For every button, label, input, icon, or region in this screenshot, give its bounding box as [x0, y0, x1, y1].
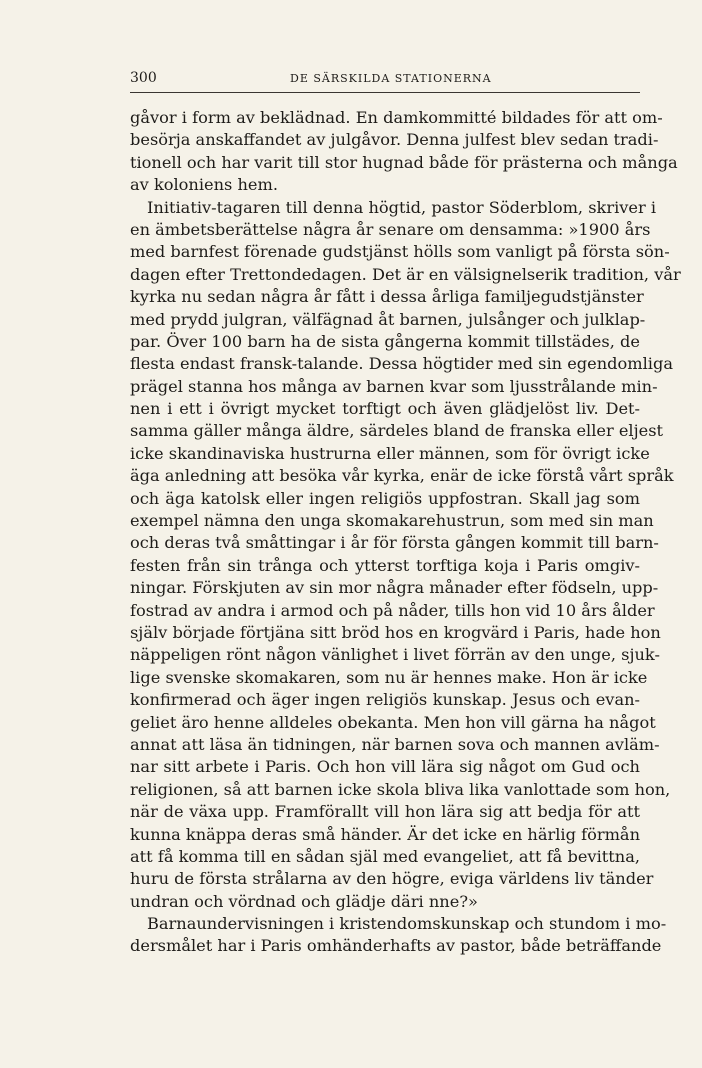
text-line: icke skandinaviska hustrurna eller männen, som för övrigt icke [130, 443, 650, 463]
text-line: gåvor i form av beklädnad. En damkommitté bildades för att om- [130, 108, 663, 127]
page-header [130, 68, 640, 93]
text-line: besörja anskaffandet av julgåvor. Denna julfest blev sedan tradi- [130, 130, 659, 150]
text-line: flesta endast fransk-talande. Dessa högtider med sin egendomliga [130, 354, 673, 374]
text-line: par. Över 100 barn ha de sista gångerna kommit tillstädes, de [130, 331, 640, 351]
text-line: festen från sin trånga och ytterst torftiga koja i Paris omgiv- [130, 555, 640, 575]
text-line: annat att läsa än tidningen, när barnen sova och mannen avläm- [130, 734, 660, 754]
text-line: huru de första strålarna av den högre, eviga världens liv tänder [130, 869, 654, 889]
text-line: konfirmerad och äger ingen religiös kunskap. Jesus och evan- [130, 690, 640, 710]
text-line: nen i ett i övrigt mycket torftigt och även glädjelöst liv. Det- [130, 399, 640, 419]
text-line: tionell och har varit till stor hugnad både för prästerna och många [130, 152, 678, 172]
body-text [130, 107, 681, 958]
text-line: näppeligen rönt någon vänlighet i livet förrän av den unge, sjuk- [130, 645, 660, 665]
page-number: 300 [130, 70, 157, 86]
text-line: kunna knäppa deras små händer. Är det icke en härlig förmån [130, 824, 640, 844]
text-line: Barnaundervisningen i kristendomskunskap och stundom i mo- [147, 914, 667, 934]
text-line: dagen efter Trettondedagen. Det är en välsignelserik tradition, vår [130, 264, 681, 284]
text-line: själv började förtjäna sitt bröd hos en krogvärd i Paris, hade hon [130, 622, 661, 642]
text-line: när de växa upp. Framförallt vill hon lära sig att bedja för att [130, 802, 640, 822]
text-line: fostrad av andra i armod och på nåder, tills hon vid 10 års ålder [130, 600, 655, 620]
text-line: och deras två småttingar i år för första gången kommit till barn- [130, 533, 659, 553]
text-line: en ämbetsberättelse några år senare om densamma: »1900 års [130, 219, 651, 239]
running-title: DE SÄRSKILDA STATIONERNA [290, 72, 492, 85]
text-line: av koloniens hem. [130, 175, 278, 195]
text-line: dersmålet har i Paris omhänderhafts av pastor, både beträffande [130, 936, 662, 956]
text-line: exempel nämna den unga skomakarehustrun, som med sin man [130, 511, 654, 531]
text-line: med prydd julgran, välfägnad åt barnen, julsånger och julklap- [130, 309, 646, 329]
text-line: kyrka nu sedan några år fått i dessa årliga familjegudstjänster [130, 287, 644, 307]
text-line: med barnfest förenade gudstjänst hölls som vanligt på första sön- [130, 242, 670, 262]
text-line: ningar. Förskjuten av sin mor några månader efter födseln, upp- [130, 578, 659, 598]
text-line: Initiativ-tagaren till denna högtid, pastor Söderblom, skriver i [147, 197, 657, 217]
text-line: samma gäller många äldre, särdeles bland de franska eller eljest [130, 421, 664, 441]
text-line: prägel stanna hos många av barnen kvar som ljusstrålande min- [130, 376, 658, 396]
text-line: religionen, så att barnen icke skola bliva lika vanlottade som hon, [130, 779, 671, 799]
text-line: äga anledning att besöka vår kyrka, enär de icke förstå vårt språk [130, 466, 674, 486]
text-line: undran och vördnad och glädje däri nne?» [130, 891, 478, 911]
text-line: och äga katolsk eller ingen religiös uppfostran. Skall jag som [130, 488, 640, 508]
text-line: lige svenske skomakaren, som nu är hennes make. Hon är icke [130, 667, 648, 687]
text-line: nar sitt arbete i Paris. Och hon vill lära sig något om Gud och [130, 757, 640, 777]
text-line: att få komma till en sådan själ med evangeliet, att få bevittna, [130, 846, 640, 866]
text-line: geliet äro henne alldeles obekanta. Men hon vill gärna ha något [130, 712, 656, 732]
